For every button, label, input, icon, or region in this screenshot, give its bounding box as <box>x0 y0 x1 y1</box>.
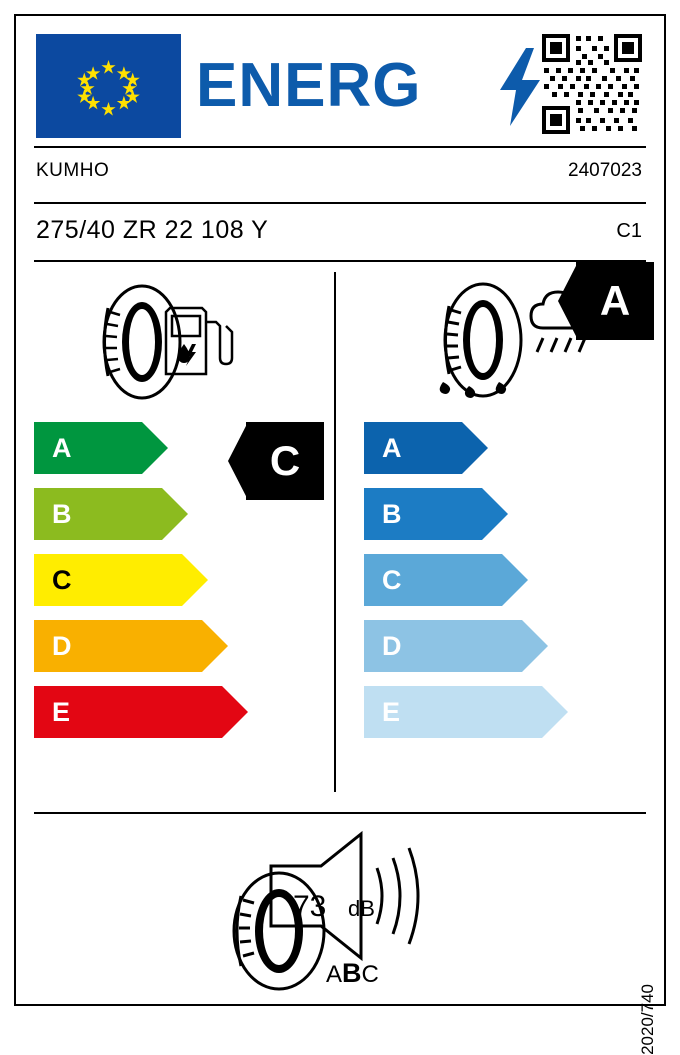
grade-row <box>364 488 654 540</box>
fuel-pump-tyre-icon <box>86 282 276 402</box>
grade-arrow <box>364 422 488 474</box>
grade-arrow <box>34 422 168 474</box>
registration-code: 2407023 <box>568 160 642 181</box>
grade-arrow <box>34 488 188 540</box>
page-title: ENERG <box>196 51 422 120</box>
grade-letter: D <box>52 630 72 661</box>
grade-letter: A <box>52 432 72 463</box>
date-code: 2020/740 <box>638 984 657 1055</box>
lightning-bolt-icon <box>496 48 542 126</box>
wet-grip-result-letter: A <box>599 277 631 324</box>
grade-letter: D <box>382 630 402 661</box>
grade-arrow <box>34 554 208 606</box>
grade-arrow <box>34 620 228 672</box>
wet-grip-result-badge <box>558 262 654 340</box>
divider-vertical <box>334 272 336 792</box>
tyre-class: C1 <box>616 220 642 242</box>
grade-letter: C <box>52 564 72 595</box>
noise-section <box>16 816 664 1001</box>
noise-class-a: A <box>326 961 343 988</box>
brand-name: KUMHO <box>36 160 110 181</box>
grade-arrow <box>34 686 248 738</box>
grade-row <box>364 686 654 738</box>
grade-letter: A <box>382 432 402 463</box>
grade-row <box>34 554 324 606</box>
grade-arrow <box>364 554 528 606</box>
noise-value: 73 <box>293 890 327 923</box>
tyre-size: 275/40 ZR 22 108 Y <box>36 216 269 244</box>
eu-flag-icon <box>36 34 181 138</box>
fuel-result-badge <box>228 422 324 500</box>
label-header <box>16 16 664 146</box>
noise-class-c: C <box>361 961 379 988</box>
grade-arrow <box>364 488 508 540</box>
grade-row <box>34 686 324 738</box>
grade-letter: E <box>382 696 401 727</box>
brand-row <box>16 146 664 202</box>
grade-arrow <box>364 686 568 738</box>
ratings-section <box>16 262 664 802</box>
noise-class-scale <box>326 958 379 989</box>
grade-row <box>364 620 654 672</box>
grade-row <box>364 422 654 474</box>
grade-letter: B <box>52 498 72 529</box>
noise-class-b-selected: B <box>342 958 362 988</box>
grade-row <box>34 620 324 672</box>
qr-code-icon <box>542 34 642 134</box>
energy-label <box>14 14 666 1055</box>
grade-arrow <box>364 620 548 672</box>
grade-letter: C <box>382 564 402 595</box>
fuel-result-letter: C <box>269 437 301 484</box>
wet-grip-grade-scale <box>364 422 654 752</box>
tyre-size-row <box>16 202 664 260</box>
grade-letter: E <box>52 696 71 727</box>
noise-unit: dB <box>348 896 375 921</box>
divider-noise <box>34 812 646 814</box>
grade-row <box>364 554 654 606</box>
grade-letter: B <box>382 498 402 529</box>
